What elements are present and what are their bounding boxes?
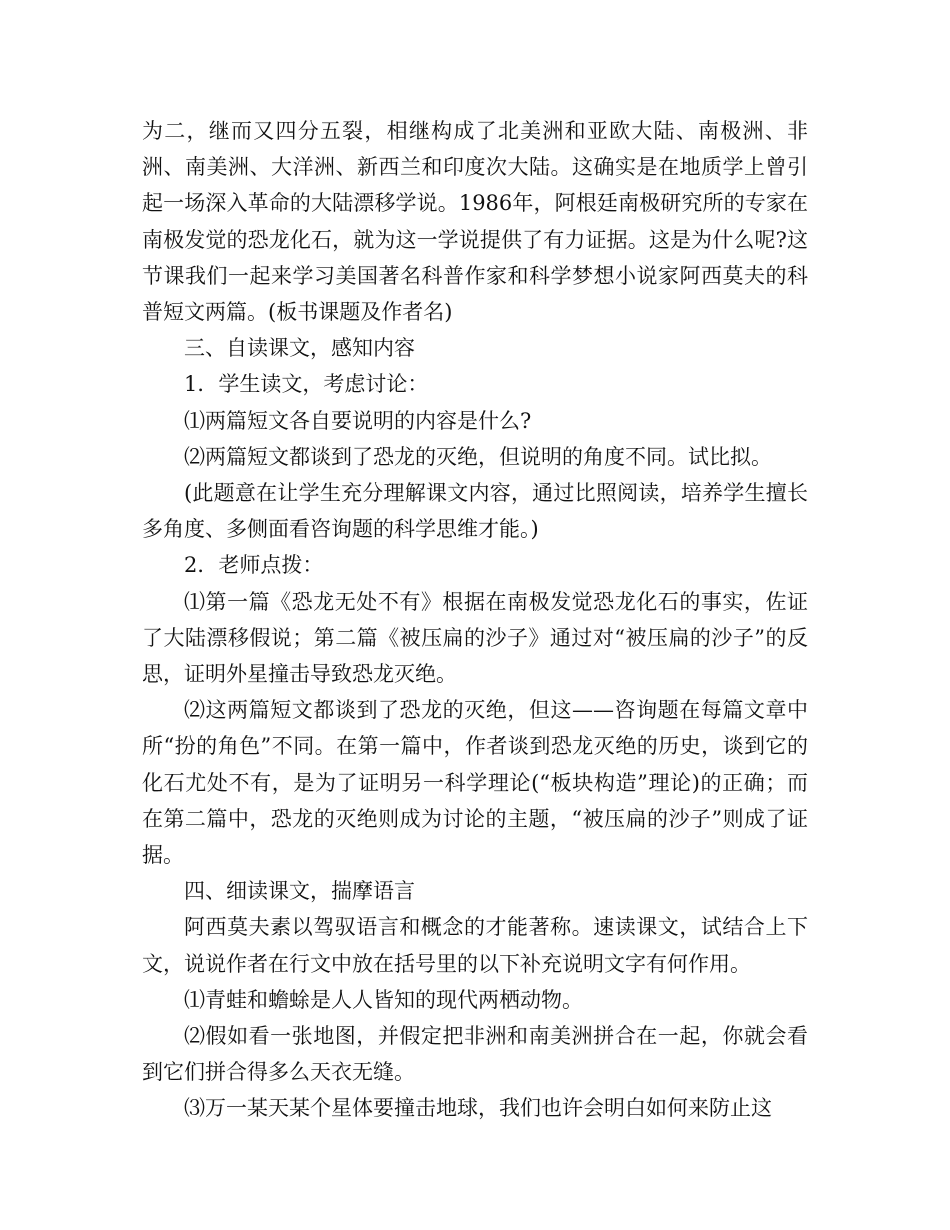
close-reading-intro: 阿西莫夫素以驾驭语言和概念的才能著称。速读课文，试结合上下文，说说作者在行文中放在括号里的以下补充说明文字有何作用。 <box>142 915 808 976</box>
paragraph-continuation: 为二，继而又四分五裂，相继构成了北美洲和亚欧大陆、南极洲、非洲、南美洲、大洋洲、新西兰和印度次大陆。这确实是在地质学上曾引起一场深入革命的大陆漂移学说。1986年，阿根廷南极研究所的专家在南极发觉的恐龙化石，就为这一学说提供了有力证据。这是为什么呢?这节课我们一起来学习美国著名科普作家和科学梦想小说家阿西莫夫的科普短文两篇。(板书课题及作者名) <box>142 119 808 325</box>
example-sentence-1: ⑴青蛙和蟾蜍是人人皆知的现代两栖动物。 <box>184 987 583 1012</box>
question-2: ⑵两篇短文都谈到了恐龙的灭绝，但说明的角度不同。试比拟。 <box>184 444 772 469</box>
section-heading-self-reading: 三、自读课文，感知内容 <box>184 336 415 361</box>
document-body <box>142 113 808 1127</box>
step-student-reading: 1．学生读文，考虑讨论： <box>184 372 429 397</box>
step-teacher-guidance: 2．老师点拨： <box>184 553 324 578</box>
example-sentence-2: ⑵假如看一张地图，并假定把非洲和南美洲拼合在一起，你就会看到它们拼合得多么天衣无缝。 <box>142 1024 808 1085</box>
section-heading-close-reading: 四、细读课文，揣摩语言 <box>184 879 415 904</box>
guidance-point-2: ⑵这两篇短文都谈到了恐龙的灭绝，但这——咨询题在每篇文章中所“扮的角色”不同。在第一篇中，作者谈到恐龙灭绝的历史，谈到它的化石尤处不有，是为了证明另一科学理论(“板块构造”理论)的正确；而在第二篇中，恐龙的灭绝则成为讨论的主题，“被压扁的沙子”则成了证据。 <box>142 698 808 868</box>
question-note: (此题意在让学生充分理解课文内容，通过比照阅读，培养学生擅长多角度、多侧面看咨询题的科学思维才能。) <box>142 481 808 542</box>
example-sentence-3: ⑶万一某天某个星体要撞击地球，我们也许会明白如何来防止这 <box>184 1096 772 1121</box>
guidance-point-1: ⑴第一篇《恐龙无处不有》根据在南极发觉恐龙化石的事实，佐证了大陆漂移假说；第二篇《被压扁的沙子》通过对“被压扁的沙子”的反思，证明外星撞击导致恐龙灭绝。 <box>142 589 808 687</box>
question-1: ⑴两篇短文各自要说明的内容是什么? <box>184 408 532 433</box>
